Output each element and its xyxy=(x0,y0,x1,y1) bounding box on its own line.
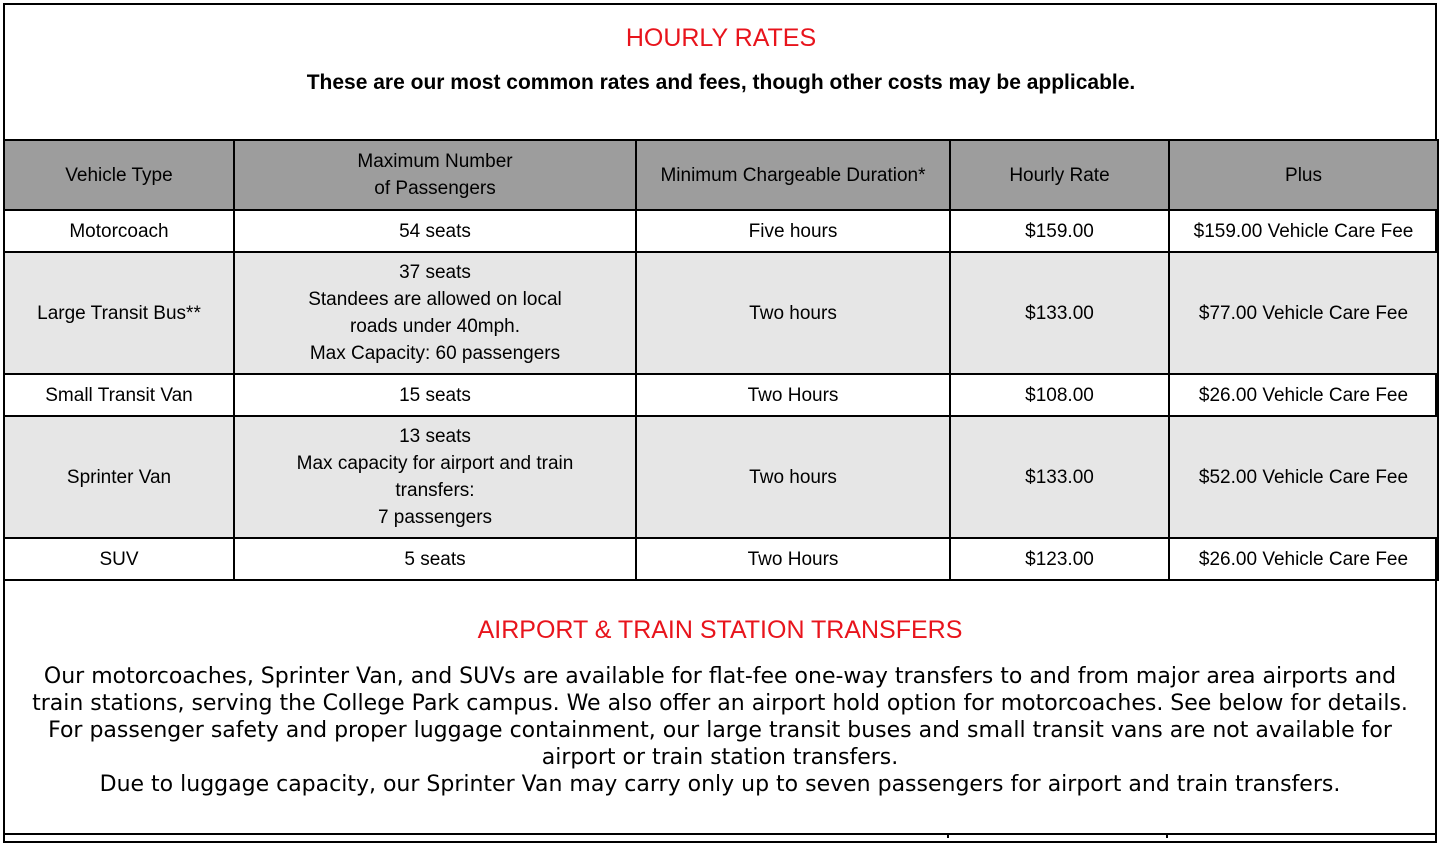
transfers-paragraph: For passenger safety and proper luggage containment, our large transit buses and small transit vans are not available for airport or train station transfers. xyxy=(48,718,1392,770)
cell-duration: Two Hours xyxy=(636,374,950,416)
column-header-line: Maximum Number xyxy=(357,151,513,172)
transfers-section xyxy=(3,602,1437,838)
cell-duration: Five hours xyxy=(636,210,950,252)
cell-line: Standees are allowed on local xyxy=(308,289,562,310)
transfers-title: AIRPORT & TRAIN STATION TRANSFERS xyxy=(477,616,963,644)
cell-line: 15 seats xyxy=(399,384,471,406)
cell-duration: Two hours xyxy=(636,252,950,374)
column-header-line: of Passengers xyxy=(374,178,496,199)
column-header-max-passengers xyxy=(234,140,636,210)
cell-line: 13 seats xyxy=(399,426,471,447)
transfers-paragraph: Due to luggage capacity, our Sprinter Van may carry only up to seven passengers for airport and train transfers. xyxy=(99,772,1341,797)
cell-rate: $133.00 xyxy=(950,416,1169,538)
cell-vehicle: SUV xyxy=(4,538,234,580)
cell-passengers xyxy=(234,252,636,374)
cell-vehicle: Small Transit Van xyxy=(4,374,234,416)
hourly-rates-title: HOURLY RATES xyxy=(625,24,817,52)
cell-plus: $77.00 Vehicle Care Fee xyxy=(1169,252,1438,374)
cell-duration: Two hours xyxy=(636,416,950,538)
cell-line: 5 seats xyxy=(404,548,466,570)
cell-vehicle: Sprinter Van xyxy=(4,416,234,538)
cell-line: Max Capacity: 60 passengers xyxy=(309,343,561,364)
cell-rate: $159.00 xyxy=(950,210,1169,252)
cell-vehicle: Motorcoach xyxy=(4,210,234,252)
next-table-divider xyxy=(947,833,949,838)
cell-plus: $26.00 Vehicle Care Fee xyxy=(1169,374,1438,416)
next-table-divider xyxy=(1166,833,1168,838)
cell-vehicle: Large Transit Bus** xyxy=(4,252,234,374)
cell-plus: $26.00 Vehicle Care Fee xyxy=(1169,538,1438,580)
table-row xyxy=(4,374,1438,416)
cell-line: transfers: xyxy=(395,480,475,501)
table-row xyxy=(4,416,1438,538)
cell-line: 7 passengers xyxy=(377,507,493,528)
cell-line: Max capacity for airport and train xyxy=(296,453,574,474)
cell-duration: Two Hours xyxy=(636,538,950,580)
rates-table xyxy=(3,139,1439,581)
next-table-top-border xyxy=(3,833,1437,835)
transfers-paragraph: Our motorcoaches, Sprinter Van, and SUVs are available for flat-fee one-way transfers to and from major area airports and train stations, serving the College Park campus. We also offer an airport hold option for motorcoaches. See below for details. xyxy=(32,664,1408,716)
table-header-row xyxy=(4,140,1438,210)
hourly-rates-subtitle: These are our most common rates and fees, though other costs may be applicable. xyxy=(306,71,1136,94)
table-row xyxy=(4,252,1438,374)
cell-rate: $123.00 xyxy=(950,538,1169,580)
cell-plus: $52.00 Vehicle Care Fee xyxy=(1169,416,1438,538)
cell-plus: $159.00 Vehicle Care Fee xyxy=(1169,210,1438,252)
column-header-vehicle-type: Vehicle Type xyxy=(4,140,234,210)
column-header-plus: Plus xyxy=(1169,140,1438,210)
cell-passengers xyxy=(234,416,636,538)
column-header-hourly-rate: Hourly Rate xyxy=(950,140,1169,210)
cell-passengers xyxy=(234,374,636,416)
cell-passengers xyxy=(234,538,636,580)
cell-line: roads under 40mph. xyxy=(349,316,521,337)
cell-passengers xyxy=(234,210,636,252)
cell-line: 54 seats xyxy=(399,220,471,242)
table-row xyxy=(4,210,1438,252)
table-row xyxy=(4,538,1438,580)
transfers-body xyxy=(23,663,1417,798)
cell-rate: $133.00 xyxy=(950,252,1169,374)
cell-rate: $108.00 xyxy=(950,374,1169,416)
column-header-min-duration: Minimum Chargeable Duration* xyxy=(636,140,950,210)
cell-line: 37 seats xyxy=(399,262,471,283)
